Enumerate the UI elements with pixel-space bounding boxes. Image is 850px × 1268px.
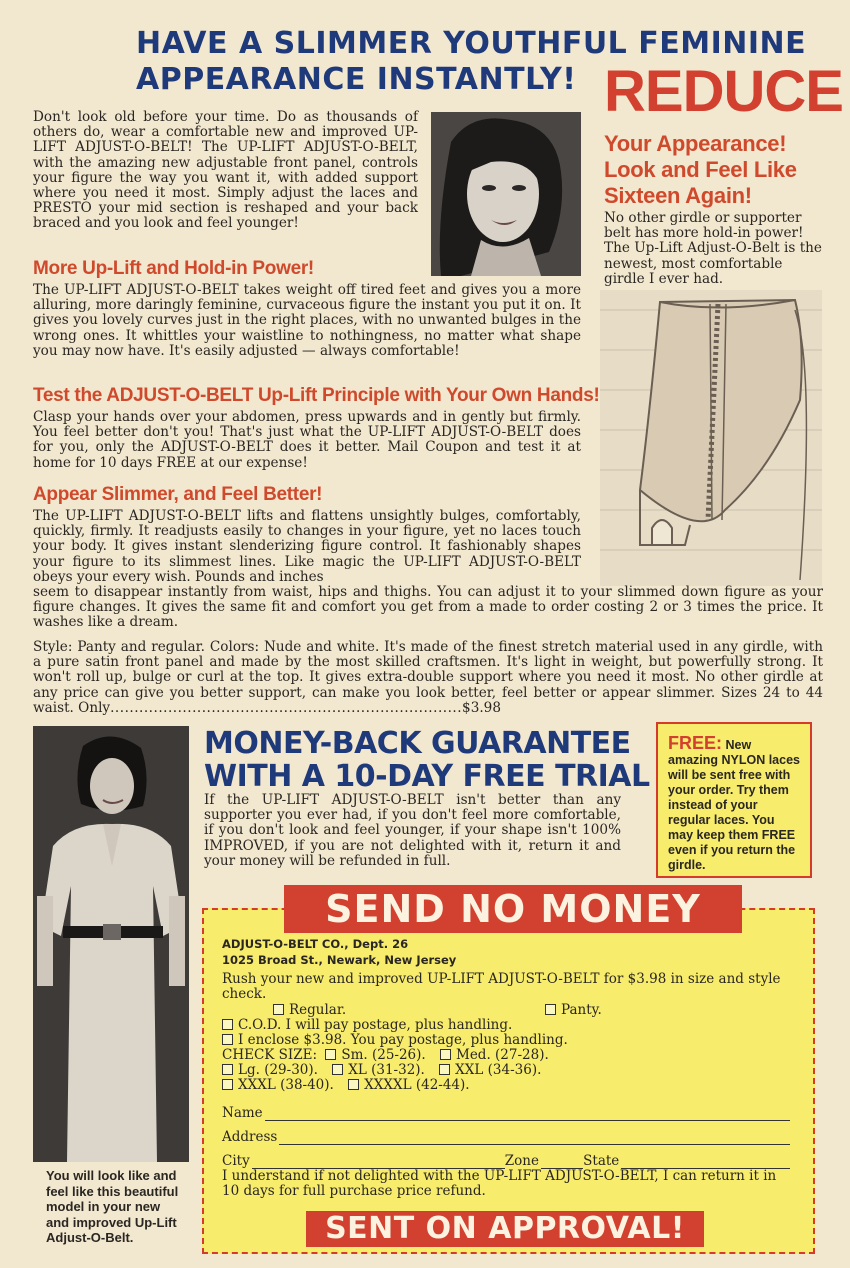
- price-value: $3.98: [462, 699, 501, 716]
- size-xxxxl-label: XXXXL (42-44).: [364, 1077, 470, 1093]
- address-field[interactable]: [222, 1129, 790, 1145]
- check-size-row-2: [222, 1063, 541, 1078]
- send-no-money-banner: SEND NO MONEY: [284, 885, 742, 933]
- portrait-illustration: [431, 112, 581, 276]
- size-xxxxl-checkbox[interactable]: [348, 1079, 359, 1090]
- check-size-row-3: [222, 1078, 470, 1093]
- cod-checkbox[interactable]: [222, 1019, 233, 1030]
- woman-portrait-photo: [431, 112, 581, 276]
- size-xxl-checkbox[interactable]: [439, 1064, 450, 1075]
- option-regular[interactable]: [273, 1003, 346, 1018]
- zone-label: Zone: [504, 1153, 539, 1169]
- section2-heading: Test the ADJUST-O-BELT Up-Lift Principle with Your Own Hands!: [33, 385, 600, 406]
- name-line[interactable]: [265, 1109, 790, 1121]
- size-xxl-label: XXL (34-36).: [455, 1062, 542, 1078]
- model-photo: [33, 726, 189, 1162]
- size-sm-label: Sm. (25-26).: [341, 1047, 426, 1063]
- size-sm-checkbox[interactable]: [325, 1049, 336, 1060]
- intro-paragraph: Don't look old before your time. Do as thousands of others do, wear a comfortable new and improved UP-LIFT ADJUST-O-BELT! The UP-LIFT ADJUST-O-BELT, with the amazing new adjustable front panel, controls your figure the way you want it, with added support where you need it most. Simply adjust the laces and PRESTO your mid section is reshaped and your back braced and you look and feel younger!: [33, 109, 418, 232]
- size-med-label: Med. (27-28).: [456, 1047, 549, 1063]
- leader-dots: .........................................................................: [110, 699, 463, 716]
- cod-label: C.O.D. I will pay postage, plus handling.: [238, 1017, 513, 1033]
- section3-heading: Appear Slimmer, and Feel Better!: [33, 484, 323, 505]
- coupon-guarantee-text: I understand if not delighted with the UP-LIFT ADJUST-O-BELT, I can return it in 10 days for full purchase price refund.: [222, 1168, 777, 1200]
- girdle-illustration: [600, 290, 822, 586]
- check-size-row-1: [222, 1048, 549, 1063]
- model-illustration: [33, 726, 189, 1162]
- size-xl-checkbox[interactable]: [332, 1064, 343, 1075]
- side-paragraph: No other girdle or supporter belt has more hold-in power! The Up-Lift Adjust-O-Belt is the newest, most comfortable girdle I ever had.: [604, 210, 822, 287]
- coupon-rush-text: Rush your new and improved UP-LIFT ADJUST-O-BELT for $3.98 in size and style check.: [222, 971, 781, 1003]
- city-zone-state-field[interactable]: [222, 1153, 790, 1169]
- name-label: Name: [222, 1105, 263, 1121]
- side-heading-1: Your Appearance!: [604, 131, 787, 156]
- section3-paragraph-wide: seem to disappear instantly from waist, hips and thighs. You can adjust it to your slimmed down figure as your figure changes. It gives the same fit and comfort you get from a made to order costing 2 or 3 times the price. It washes like a dream.: [33, 584, 823, 631]
- guarantee-paragraph: If the UP-LIFT ADJUST-O-BELT isn't better than any supporter you ever had, if you don't feel more comfortable, if you don't look and feel younger, if your shape isn't 100% IMPROVED, if you are not delighted with it, return it and your money will be refunded in full.: [204, 792, 621, 869]
- coupon-company: ADJUST-O-BELT CO., Dept. 26: [222, 937, 409, 951]
- headline-line-2: APPEARANCE INSTANTLY!: [136, 62, 577, 97]
- section1-heading: More Up-Lift and Hold-in Power!: [33, 258, 314, 279]
- option-enclose[interactable]: [222, 1033, 568, 1048]
- guarantee-heading-1: MONEY-BACK GUARANTEE: [204, 726, 631, 761]
- sent-on-approval-banner: SENT ON APPROVAL!: [306, 1211, 704, 1247]
- size-xl-label: XL (31-32).: [348, 1062, 425, 1078]
- style-text: Style: Panty and regular. Colors: Nude and white. It's made of the finest stretch material used in any girdle, with a pure satin front panel and made by the most skilled craftsmen. It's light in weight, but powerfully strong. It won't roll up, bulge or curl at the top. It gives extra-double support where you need it most. No other girdle at any price can give you better support, can make you look better, feel better or appear slimmer. Sizes 24 to 44 waist. Only: [33, 639, 823, 716]
- free-label: FREE:: [668, 733, 722, 753]
- state-label: State: [583, 1153, 620, 1169]
- regular-label: Regular.: [289, 1002, 347, 1018]
- name-field[interactable]: [222, 1105, 790, 1121]
- side-heading-3: Sixteen Again!: [604, 183, 752, 208]
- size-lg-checkbox[interactable]: [222, 1064, 233, 1075]
- guarantee-heading-2: WITH A 10-DAY FREE TRIAL: [204, 759, 650, 794]
- size-xxxl-checkbox[interactable]: [222, 1079, 233, 1090]
- panty-checkbox[interactable]: [545, 1004, 556, 1015]
- section2-paragraph: Clasp your hands over your abdomen, press upwards and in gently but firmly. You feel better don't you! That's just what the UP-LIFT ADJUST-O-BELT does for you, only the ADJUST-O-BELT does it better. Mail Coupon and test it at home for 10 days FREE at our expense!: [33, 409, 581, 471]
- reduce-headline: REDUCE: [604, 59, 843, 124]
- girdle-drawing: [600, 290, 822, 586]
- panty-label: Panty.: [561, 1002, 602, 1018]
- section1-paragraph: The UP-LIFT ADJUST-O-BELT takes weight off tired feet and gives you a more alluring, more daringly feminine, curvaceous figure the instant you put it on. It gives you lovely curves just in the right places, with no unwanted bulges in the wrong ones. It whittles your waistline to nothingness, no matter what shape you may now have. It's easily adjusted — always comfortable!: [33, 282, 581, 359]
- size-lg-label: Lg. (29-30).: [238, 1062, 318, 1078]
- option-panty[interactable]: [545, 1003, 602, 1018]
- address-line[interactable]: [279, 1133, 790, 1145]
- regular-checkbox[interactable]: [273, 1004, 284, 1015]
- city-label: City: [222, 1153, 250, 1169]
- check-size-label: CHECK SIZE:: [222, 1047, 318, 1063]
- style-paragraph: [33, 640, 823, 716]
- option-cod[interactable]: [222, 1018, 512, 1033]
- size-xxxl-label: XXXL (38-40).: [238, 1077, 334, 1093]
- section3-paragraph-narrow: The UP-LIFT ADJUST-O-BELT lifts and flattens unsightly bulges, comfortably, quickly, firmly. It readjusts easily to changes in your figure, yet no laces touch your body. It gives instant slenderizing figure control. It fashionably shapes your figure to its slimmest lines. Like magic the UP-LIFT ADJUST-O-BELT obeys your every wish. Pounds and inches: [33, 508, 581, 585]
- free-text: New amazing NYLON laces will be sent free with your order. Try them instead of your regular laces. You may keep them FREE even if you return the girdle.: [668, 738, 800, 872]
- enclose-label: I enclose $3.98. You pay postage, plus handling.: [238, 1032, 568, 1048]
- model-caption: You will look like and feel like this beautiful model in your new and improved Up-Lift Adjust-O-Belt.: [46, 1168, 179, 1245]
- side-heading-2: Look and Feel Like: [604, 157, 797, 182]
- free-laces-box: [656, 722, 812, 878]
- headline-line-1: HAVE A SLIMMER YOUTHFUL FEMININE: [136, 26, 807, 61]
- coupon-address: 1025 Broad St., Newark, New Jersey: [222, 953, 457, 967]
- size-med-checkbox[interactable]: [440, 1049, 451, 1060]
- address-label: Address: [222, 1129, 278, 1145]
- enclose-checkbox[interactable]: [222, 1034, 233, 1045]
